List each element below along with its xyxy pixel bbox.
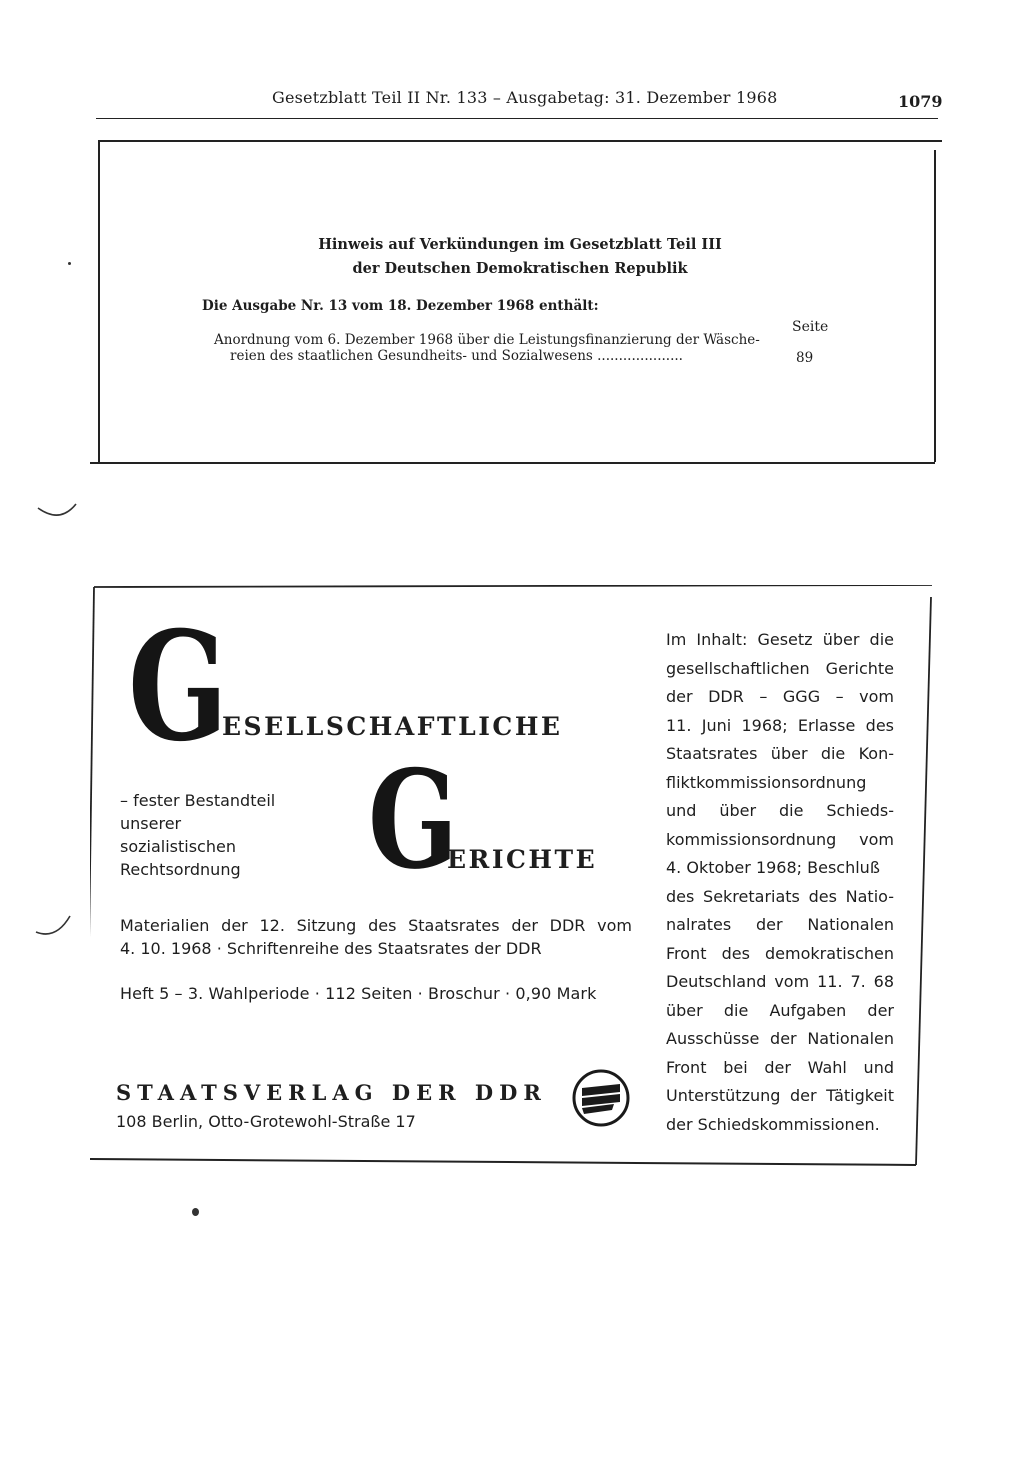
headline-word-2: ERICHTE bbox=[447, 845, 598, 874]
contents-line: Unterstützung der Tätigkeit bbox=[666, 1086, 894, 1105]
contents-line: 4. Oktober 1968; Beschluß bbox=[666, 858, 880, 877]
header-rule bbox=[96, 118, 938, 119]
contents-line: der Schiedskommissionen. bbox=[666, 1114, 880, 1134]
tagline-line: unserer bbox=[120, 814, 182, 833]
word: Staatsrates bbox=[408, 916, 500, 935]
contents-column bbox=[666, 626, 894, 1139]
materials-line-2: 4. 10. 1968 · Schriftenreihe des Staatsrates der DDR bbox=[120, 939, 542, 958]
contents-line: des Sekretariats des Natio- bbox=[666, 886, 894, 906]
materials-line-1 bbox=[120, 914, 632, 937]
word: des bbox=[368, 916, 397, 935]
contents-line: fliktkommissionsordnung bbox=[666, 772, 867, 792]
page-header-title: Gesetzblatt Teil II Nr. 133 – Ausgabetag: 31. Dezember 1968 bbox=[272, 88, 778, 107]
word: Sitzung bbox=[296, 916, 357, 935]
ink-speck bbox=[68, 262, 71, 265]
margin-mark-icon bbox=[20, 496, 80, 526]
contents-line: Front bei der Wahl und bbox=[666, 1057, 894, 1077]
contents-line: Front des demokratischen bbox=[666, 943, 894, 963]
word: der bbox=[511, 916, 538, 935]
notice-seite-label: Seite bbox=[792, 319, 829, 335]
contents-line: Deutschland vom 11. 7. 68 bbox=[666, 972, 894, 991]
headline-initial-g: G bbox=[128, 599, 228, 775]
notice-entry-line-1: Anordnung vom 6. Dezember 1968 über die Leistungsfinanzierung der Wäsche- bbox=[214, 332, 760, 348]
contents-line: nalrates der Nationalen bbox=[666, 915, 894, 934]
word: DDR bbox=[549, 916, 586, 935]
word: 12. bbox=[259, 916, 285, 935]
tagline-line: sozialistischen bbox=[120, 837, 236, 856]
notice-entry-line-2: reien des staatlichen Gesundheits- und Sozialwesens .................... bbox=[230, 348, 683, 364]
notice-title bbox=[300, 233, 740, 281]
page-number: 1079 bbox=[898, 92, 943, 111]
word: Materialien bbox=[120, 916, 210, 935]
contents-line: über die Aufgaben der bbox=[666, 1000, 894, 1020]
publisher-address: 108 Berlin, Otto-Grotewohl-Straße 17 bbox=[116, 1112, 416, 1131]
staatsverlag-flag-logo-icon bbox=[568, 1068, 634, 1128]
tagline bbox=[120, 789, 275, 881]
contents-line: gesellschaftlichen Gerichte bbox=[666, 658, 894, 678]
contents-line: Im Inhalt: Gesetz über die bbox=[666, 630, 894, 649]
notice-issue: Die Ausgabe Nr. 13 vom 18. Dezember 1968 enthält: bbox=[202, 298, 599, 314]
notice-title-line-1: Hinweis auf Verkündungen im Gesetzblatt Teil III bbox=[318, 236, 722, 253]
margin-mark-icon bbox=[22, 910, 82, 950]
contents-line: der DDR – GGG – vom bbox=[666, 687, 894, 706]
heft-info: Heft 5 – 3. Wahlperiode · 112 Seiten · Broschur · 0,90 Mark bbox=[120, 984, 597, 1003]
contents-line: Staatsrates über die Kon- bbox=[666, 744, 894, 763]
word: vom bbox=[597, 916, 632, 935]
headline-word-1: ESELLSCHAFTLICHE bbox=[222, 712, 563, 741]
notice-entry-page: 89 bbox=[796, 350, 814, 366]
contents-line: 11. Juni 1968; Erlasse des bbox=[666, 715, 894, 735]
tagline-line: – fester Bestandteil bbox=[120, 791, 276, 810]
publisher-name: STAATSVERLAG DER DDR bbox=[116, 1080, 547, 1105]
headline-initial-g-2: G bbox=[368, 740, 458, 899]
ink-speck bbox=[192, 1208, 199, 1216]
contents-line: und über die Schieds- bbox=[666, 801, 894, 820]
materials-text bbox=[120, 914, 632, 960]
contents-line: Ausschüsse der Nationalen bbox=[666, 1029, 894, 1048]
notice-title-line-2: der Deutschen Demokratischen Republik bbox=[352, 260, 688, 277]
word: der bbox=[221, 916, 248, 935]
contents-line: kommissionsordnung vom bbox=[666, 829, 894, 849]
tagline-line: Rechtsordnung bbox=[120, 860, 241, 879]
